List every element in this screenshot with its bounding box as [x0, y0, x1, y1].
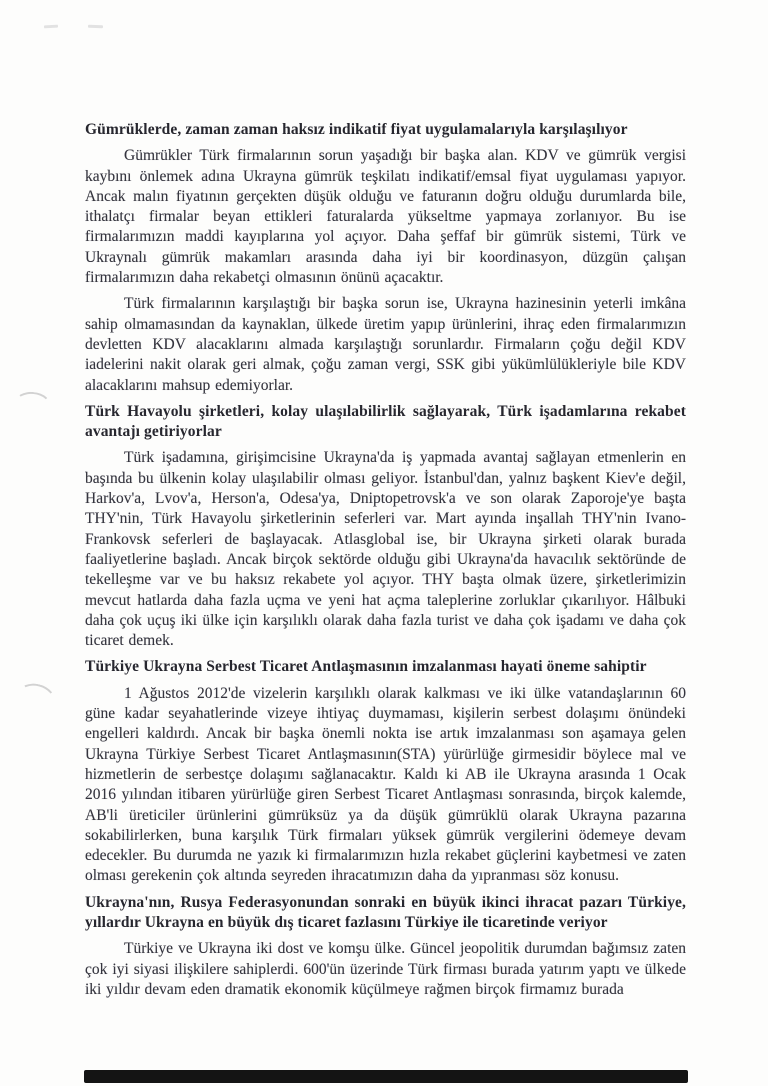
section-heading: Türk Havayolu şirketleri, kolay ulaşılabilirlik sağlayarak, Türk işadamlarına rekabet avantajı getiriyorlar [85, 402, 686, 441]
scan-speck [44, 25, 58, 29]
document-section-export-market [85, 893, 686, 1000]
section-heading: Gümrüklerde, zaman zaman haksız indikatif fiyat uygulamalarıyla karşılaşılıyor [85, 121, 628, 138]
section-heading: Ukrayna'nın, Rusya Federasyonundan sonraki en büyük ikinci ihracat pazarı Türkiye, yıllardır Ukrayna en büyük dış ticaret fazlasını Türkiye ile ticaretinde veriyor [85, 893, 686, 931]
paragraph: Gümrükler Türk firmalarının sorun yaşadığı bir başka alan. KDV ve gümrük vergisi kaybını önlemek adına Ukrayna gümrük teşkilatı indikatif/emsal fiyat uygulaması yapıyor. Ancak malın fiyatının gerçekten düşük olduğu ve faturanın doğru olduğu durumlarda bile, ithalatçı firmalar beyan ettikleri faturalarda yükseltme yapmaya zorlanıyor. Bu ise firmalarımızın maddi kayıplarına yol açıyor. Daha şeffaf bir gümrük sistemi, Türk ve Ukraynalı gümrük makamları arasında daha iyi bir koordinasyon, düzgün çalışan firmalarımızın daha rekabetçi olmasının önünü açacaktır. [85, 147, 686, 287]
document-body [85, 120, 686, 1006]
scan-edge-bar [84, 1070, 688, 1083]
document-section-free-trade [85, 657, 686, 886]
document-section-airlines [85, 402, 686, 652]
scan-speck [88, 25, 103, 29]
scan-arc-mark [13, 390, 53, 420]
scan-arc-mark [14, 680, 58, 716]
document-section-customs [85, 120, 686, 396]
section-heading: Türkiye Ukrayna Serbest Ticaret Antlaşmasının imzalanması hayati öneme sahiptir [85, 658, 647, 676]
paragraph: Türk işadamına, girişimcisine Ukrayna'da iş yapmada avantaj sağlayan etmenlerin en başında bu ülkenin kolay ulaşılabilir olması geliyor. İstanbul'dan, yalnız başkent Kiev'e değil, Harkov'a, Lvov'a, Herson'a, Odesa'ya, Dniptopetrovsk'a ve son olarak Zaporoje'ye başta THY'nin, Türk Havayolu şirketlerinin seferleri var. Mart ayında inşallah THY'nin Ivano-Frankovsk seferleri de başlayacak. Atlasglobal ise, bir Ukrayna şirketi olarak burada faaliyetlerine başladı. Ancak birçok sektörde olduğu gibi Ukrayna'da havacılık sektöründe de tekelleşme var ve bu haksız rekabete yol açıyor. THY başta olmak üzere, şirketlerimizin mevcut hatlarda daha fazla uçma ve yeni hat açma taleplerine zorluklar çıkarılıyor. Hâlbuki daha çok uçuş iki ülke için karşılıklı olarak daha fazla turist ve daha çok işadamı ve daha çok ticaret demek. [85, 449, 686, 650]
paragraph: Türk firmalarının karşılaştığı bir başka sorun ise, Ukrayna hazinesinin yeterli imkâna sahip olmamasından da kaynaklan, ülkede üretim yapıp ürünlerini, ihraç eden firmalarımızın devletten KDV alacaklarını almada karşılaştığı sorunlardır. Firmaların çoğu değil KDV iadelerini nakit olarak geri almak, çoğu zaman vergi, SSK gibi yükümlülükleriyle bile KDV alacaklarını mahsup edemiyorlar. [85, 295, 686, 394]
paragraph: 1 Ağustos 2012'de vizelerin karşılıklı olarak kalkması ve iki ülke vatandaşlarının 60 güne kadar seyahatlerinde vizeye ihtiyaç duymaması, kişilerin serbest dolaşımı önündeki engelleri kaldırdı. Ancak bir başka önemli nokta ise artık imzalanması son aşamaya gelen Ukrayna Türkiye Serbest Ticaret Antlaşmasının(STA) yürürlüğe girmesidir böylece mal ve hizmetlerin de serbestçe dolaşımı sağlanacaktır. Kaldı ki AB ile Ukrayna arasında 1 Ocak 2016 yılından itibaren yürürlüğe giren Serbest Ticaret Antlaşması sonrasında, birçok kalemde, AB'li üreticiler ürünlerini gümrüksüz ya da düşük gümrüklü olarak Ukrayna pazarına sokabilirlerken, buna karşılık Türk firmaları yüksek gümrük vergilerini ödemeye devam edecekler. Bu durumda ne yazık ki firmalarımızın hızla rekabet güçlerini kaybetmesi ve zaten olması gerekenin çok altında seyreden ihracatımızın daha da yıpranması söz konusu. [85, 684, 686, 885]
paragraph: Türkiye ve Ukrayna iki dost ve komşu ülke. Güncel jeopolitik durumdan bağımsız zaten çok iyi siyasi ilişkilere sahiplerdi. 600'ün üzerinde Türk firması burada yatırım yaptı ve ülkede iki yıldır devam eden dramatik ekonomik küçülmeye rağmen birçok firmamız burada [85, 940, 686, 998]
